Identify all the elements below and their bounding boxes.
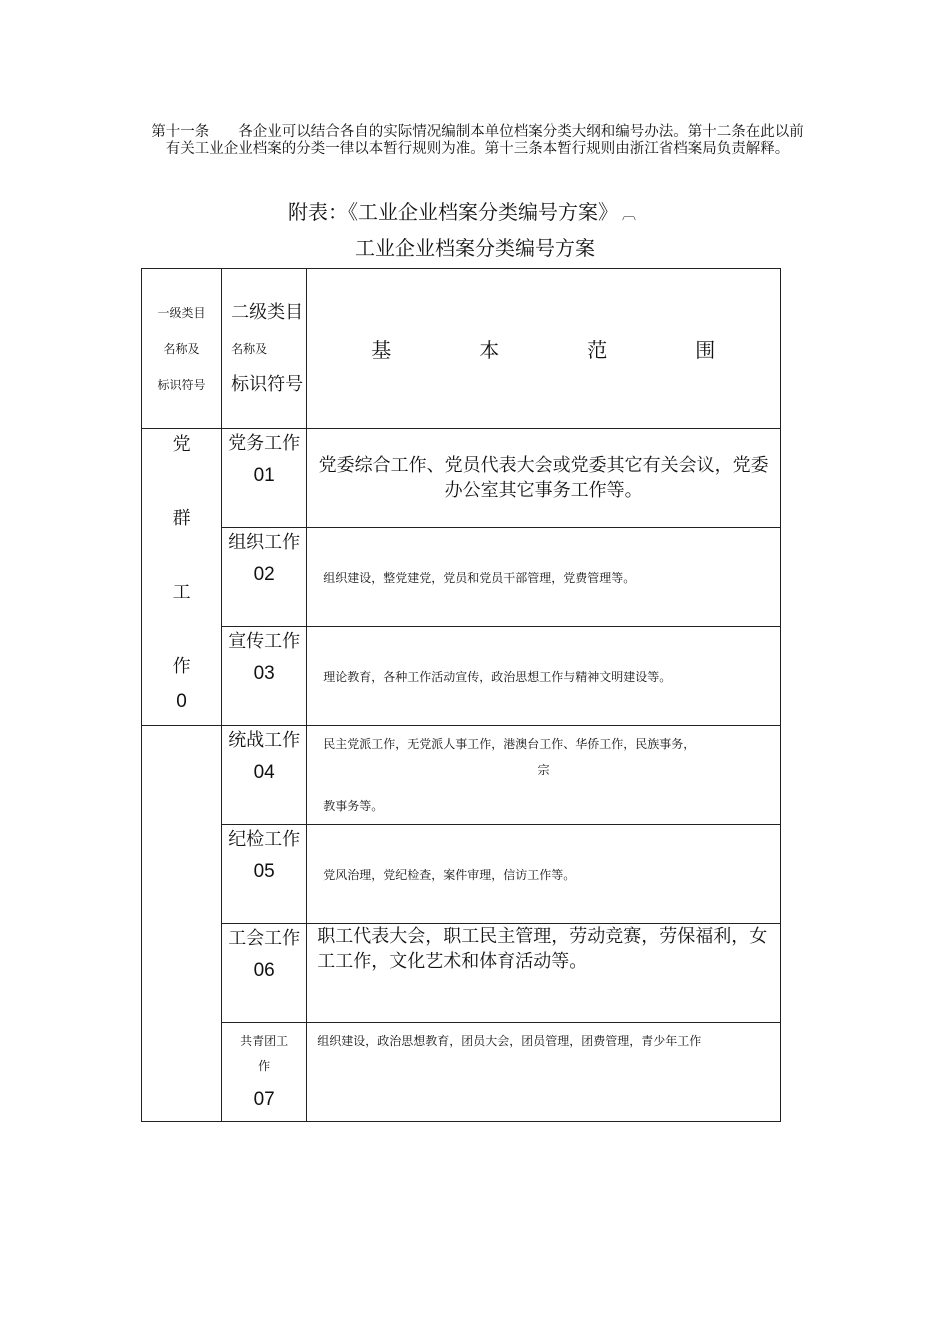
table-row: [142, 726, 781, 825]
scope-cell: 党委综合工作、党员代表大会或党委其它有关会议，党委办公室其它事务工作等。: [307, 429, 781, 528]
scope-cell: 党风治理，党纪检查，案件审理，信访工作等。: [307, 825, 781, 924]
category2-cell: 统战工作 04: [222, 726, 307, 825]
header-col2: 二级类目 名称及 标识符号: [222, 269, 307, 429]
scope-cell: 组织建设，政治思想教育，团员大会，团员管理，团费管理，青少年工作: [307, 1023, 781, 1122]
table-row: [142, 528, 781, 627]
scope-cell: 理论教育，各种工作活动宣传，政治思想工作与精神文明建设等。: [307, 627, 781, 726]
classification-table: [141, 268, 781, 1122]
category2-cell: 工会工作 06: [222, 924, 307, 1023]
header-col3: 基 本 范 围: [307, 269, 781, 429]
category1-continuation: [142, 1023, 222, 1122]
table-row: [142, 429, 781, 528]
category2-cell: 组织工作 02: [222, 528, 307, 627]
category2-cell: 共青团工作 07: [222, 1023, 307, 1122]
attachment-title-text: 附表：《工业企业档案分类编号方案》: [288, 200, 618, 224]
category2-cell: 宣传工作 03: [222, 627, 307, 726]
table-row: [142, 924, 781, 1023]
category2-cell: 纪检工作 05: [222, 825, 307, 924]
category1-cell: 党 群 工 作 0: [142, 429, 222, 726]
scope-cell: 职工代表大会，职工民主管理，劳动竞赛，劳保福利，女工工作，文化艺术和体育活动等。: [307, 924, 781, 1023]
scope-cell: 组织建设，整党建党，党员和党员干部管理，党费管理等。: [307, 528, 781, 627]
category2-cell: 党务工作 01: [222, 429, 307, 528]
attachment-title-mark: ︹: [622, 207, 636, 223]
category1-continuation: [142, 726, 222, 825]
table-row: [142, 1023, 781, 1122]
table-title: 工业企业档案分类编号方案: [355, 236, 595, 260]
table-header-row: [142, 269, 781, 429]
header-col1: 一级类目 名称及 标识符号: [142, 269, 222, 429]
category1-continuation: [142, 924, 222, 1023]
table-row: [142, 627, 781, 726]
scope-cell: 民主党派工作，无党派人事工作，港澳台工作、华侨工作，民族事务， 宗 教事务等。: [307, 726, 781, 825]
attachment-title: [288, 196, 636, 225]
intro-paragraph: 第十一条 各企业可以结合各自的实际情况编制本单位档案分类大纲和编号办法。第十二条在此以前有关工业企业档案的分类一律以本暂行规则为准。第十三条本暂行规则由浙江省档案局负责解释。: [151, 124, 804, 157]
table-row: [142, 825, 781, 924]
category1-continuation: [142, 825, 222, 924]
